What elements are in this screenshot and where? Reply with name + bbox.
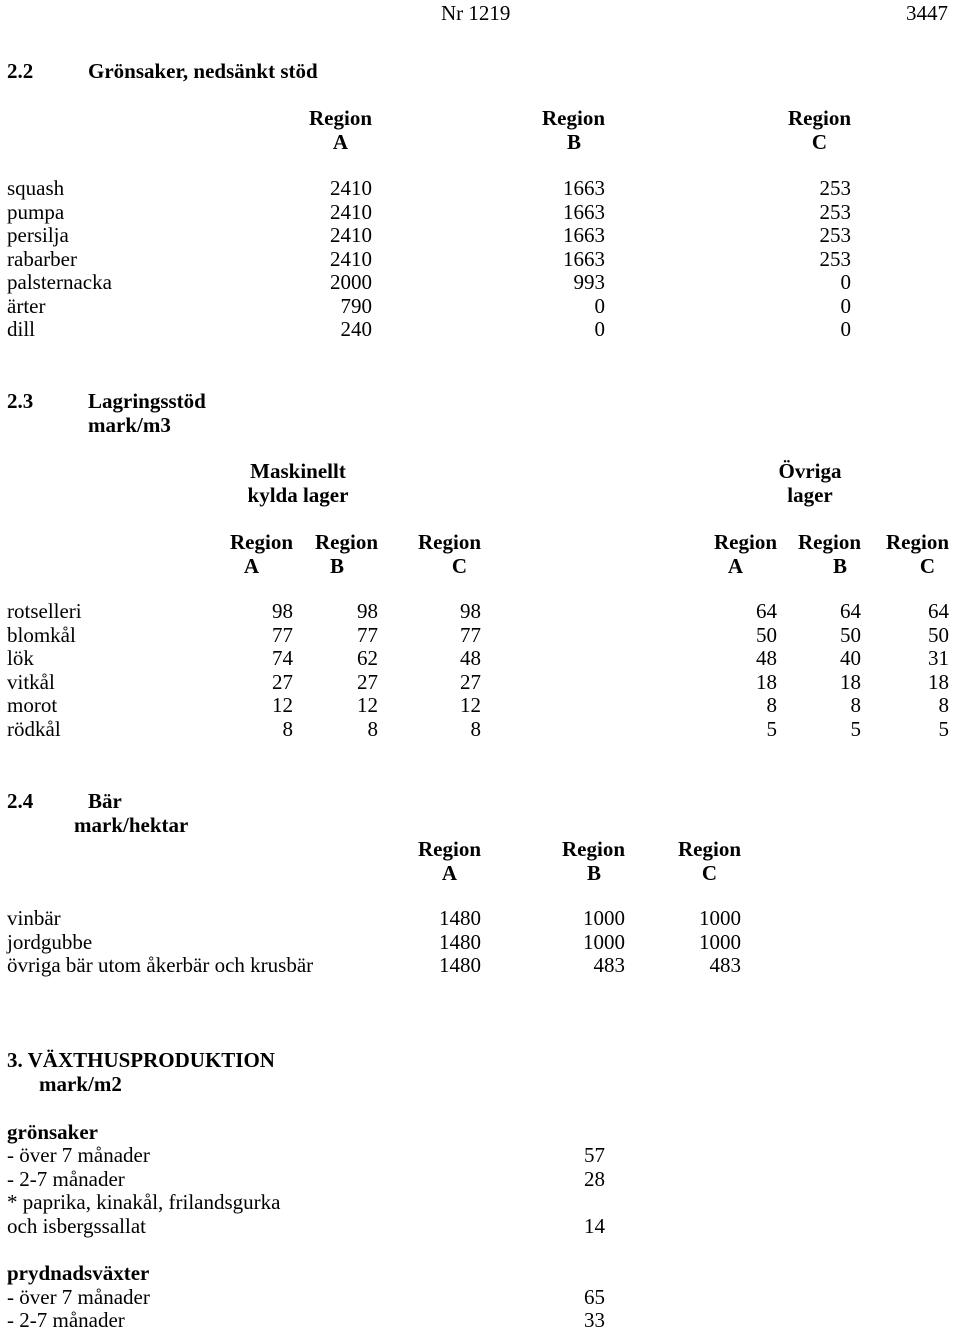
cell-value: 5 [938, 717, 949, 741]
section-2-3-unit: mark/m3 [88, 413, 171, 437]
cell-value: 50 [756, 622, 777, 647]
cell-value: 1480 [439, 953, 481, 977]
section-3-title: 3. VÄXTHUSPRODUKTION [7, 1048, 275, 1072]
group-header-cooled-line2: kylda lager [247, 483, 349, 507]
cell-value: 77 [460, 622, 481, 647]
cell-value: 2410 [330, 246, 372, 271]
column-header-region: Region [886, 530, 949, 554]
row-label: squash [7, 176, 65, 200]
cell-value: 64 [840, 599, 861, 623]
cell-value: 5 [850, 717, 861, 741]
page-number: 3447 [906, 1, 948, 25]
ornamentals-2-7-label: - 2-7 månader [7, 1308, 125, 1332]
cell-value: 1663 [563, 176, 605, 200]
cell-value: 5 [766, 717, 777, 741]
cell-value: 62 [357, 646, 378, 671]
column-header-letter-c: C [811, 130, 827, 154]
column-header-region: Region [230, 530, 293, 554]
row-label: rotselleri [7, 599, 82, 623]
section-2-3-number: 2.3 [7, 389, 34, 413]
cell-value: 31 [928, 646, 949, 671]
cell-value: 8 [766, 693, 777, 718]
group-header-other-line2: lager [787, 483, 833, 507]
cell-value: 0 [840, 270, 851, 294]
column-header-letter-a: A [441, 861, 457, 885]
cell-value: 40 [840, 646, 861, 671]
cell-value: 253 [819, 223, 851, 247]
cell-value: 2410 [330, 223, 372, 247]
ornamentals-heading: prydnadsväxter [7, 1261, 150, 1285]
cell-value: 18 [756, 669, 777, 694]
cell-value: 1663 [563, 223, 605, 247]
cell-value: 1000 [699, 906, 741, 930]
vegetables-iceberg-label: och isbergssallat [7, 1214, 147, 1238]
vegetables-over-7-value: 57 [584, 1143, 605, 1167]
cell-value: 12 [272, 693, 293, 718]
document-number: Nr 1219 [441, 1, 511, 25]
cell-value: 2410 [330, 176, 372, 200]
row-label: vitkål [7, 669, 55, 694]
cell-value: 253 [819, 199, 851, 224]
cell-value: 790 [340, 293, 372, 318]
vegetables-2-7-value: 28 [584, 1167, 605, 1191]
column-header-region: Region [315, 530, 378, 554]
vegetables-2-7-label: - 2-7 månader [7, 1167, 125, 1191]
column-header-region: Region [562, 837, 625, 861]
cell-value: 253 [819, 176, 851, 200]
section-2-4-unit: mark/hektar [74, 813, 189, 837]
cell-value: 8 [367, 717, 378, 741]
cell-value: 98 [357, 599, 378, 623]
cell-value: 0 [840, 317, 851, 341]
vegetables-over-7-label: - över 7 månader [7, 1143, 150, 1167]
column-header-letter-c: C [701, 861, 717, 885]
column-header-region: Region [542, 106, 605, 130]
section-2-2-number: 2.2 [7, 59, 34, 83]
cell-value: 12 [460, 693, 481, 718]
section-2-3-title: Lagringsstöd [88, 389, 206, 413]
row-label: persilja [7, 223, 69, 247]
ornamentals-over-7-value: 65 [584, 1285, 605, 1309]
vegetables-special-value: 14 [584, 1214, 605, 1238]
ornamentals-over-7-label: - över 7 månader [7, 1285, 150, 1309]
cell-value: 8 [938, 693, 949, 718]
cell-value: 50 [928, 622, 949, 647]
column-header-region: Region [418, 837, 481, 861]
cell-value: 2410 [330, 199, 372, 224]
column-header-region: Region [678, 837, 741, 861]
row-label: lök [7, 646, 34, 671]
cell-value: 27 [357, 669, 378, 694]
row-label: jordgubbe [7, 929, 93, 954]
cell-value: 483 [709, 953, 741, 977]
row-label: rabarber [7, 246, 77, 271]
cell-value: 77 [272, 622, 293, 647]
cell-value: 50 [840, 622, 861, 647]
cell-value: 27 [460, 669, 481, 694]
column-header-letter-c: C [451, 554, 467, 578]
column-header-letter-b: B [329, 554, 344, 578]
cell-value: 8 [470, 717, 481, 741]
row-label: blomkål [7, 622, 76, 647]
cell-value: 1000 [583, 906, 625, 930]
cell-value: 12 [357, 693, 378, 718]
cell-value: 1663 [563, 246, 605, 271]
row-label: morot [7, 693, 58, 718]
cell-value: 64 [928, 599, 949, 623]
cell-value: 18 [840, 669, 861, 694]
cell-value: 1480 [439, 929, 481, 954]
row-label: ärter [7, 293, 46, 318]
row-label: övriga bär utom åkerbär och krusbär [7, 953, 314, 977]
group-header-other-line1: Övriga [778, 459, 842, 483]
cell-value: 27 [272, 669, 293, 694]
cell-value: 1480 [439, 906, 481, 930]
cell-value: 77 [357, 622, 378, 647]
group-header-cooled-line1: Maskinellt [250, 459, 346, 483]
column-header-letter-b: B [832, 554, 847, 578]
cell-value: 1000 [699, 929, 741, 954]
cell-value: 64 [756, 599, 777, 623]
row-label: pumpa [7, 199, 65, 224]
cell-value: 18 [928, 669, 949, 694]
section-3-unit: mark/m2 [39, 1072, 122, 1096]
cell-value: 8 [850, 693, 861, 718]
cell-value: 483 [593, 953, 625, 977]
cell-value: 74 [272, 646, 293, 671]
row-label: vinbär [7, 906, 61, 930]
cell-value: 98 [272, 599, 293, 623]
cell-value: 993 [573, 270, 605, 294]
cell-value: 2000 [330, 270, 372, 294]
section-2-4-number: 2.4 [7, 789, 34, 813]
column-header-region: Region [798, 530, 861, 554]
column-header-letter-a: A [243, 554, 259, 578]
column-header-letter-c: C [919, 554, 935, 578]
row-label: rödkål [7, 717, 61, 741]
cell-value: 48 [756, 646, 777, 671]
cell-value: 8 [282, 717, 293, 741]
cell-value: 240 [340, 317, 372, 341]
row-label: palsternacka [7, 270, 112, 294]
column-header-region: Region [714, 530, 777, 554]
cell-value: 98 [460, 599, 481, 623]
cell-value: 253 [819, 246, 851, 271]
column-header-region: Region [418, 530, 481, 554]
column-header-letter-a: A [332, 130, 348, 154]
vegetables-heading: grönsaker [7, 1120, 98, 1144]
section-2-2-title: Grönsaker, nedsänkt stöd [88, 59, 318, 83]
section-2-4-title: Bär [88, 789, 122, 813]
ornamentals-2-7-value: 33 [584, 1308, 605, 1332]
cell-value: 0 [594, 293, 605, 318]
vegetables-special-label: * paprika, kinakål, frilandsgurka [7, 1190, 281, 1214]
cell-value: 1663 [563, 199, 605, 224]
column-header-region: Region [309, 106, 372, 130]
cell-value: 48 [460, 646, 481, 671]
row-label: dill [7, 317, 36, 341]
column-header-letter-a: A [727, 554, 743, 578]
cell-value: 1000 [583, 929, 625, 954]
column-header-region: Region [788, 106, 851, 130]
column-header-letter-b: B [566, 130, 581, 154]
cell-value: 0 [594, 317, 605, 341]
cell-value: 0 [840, 293, 851, 318]
column-header-letter-b: B [586, 861, 601, 885]
